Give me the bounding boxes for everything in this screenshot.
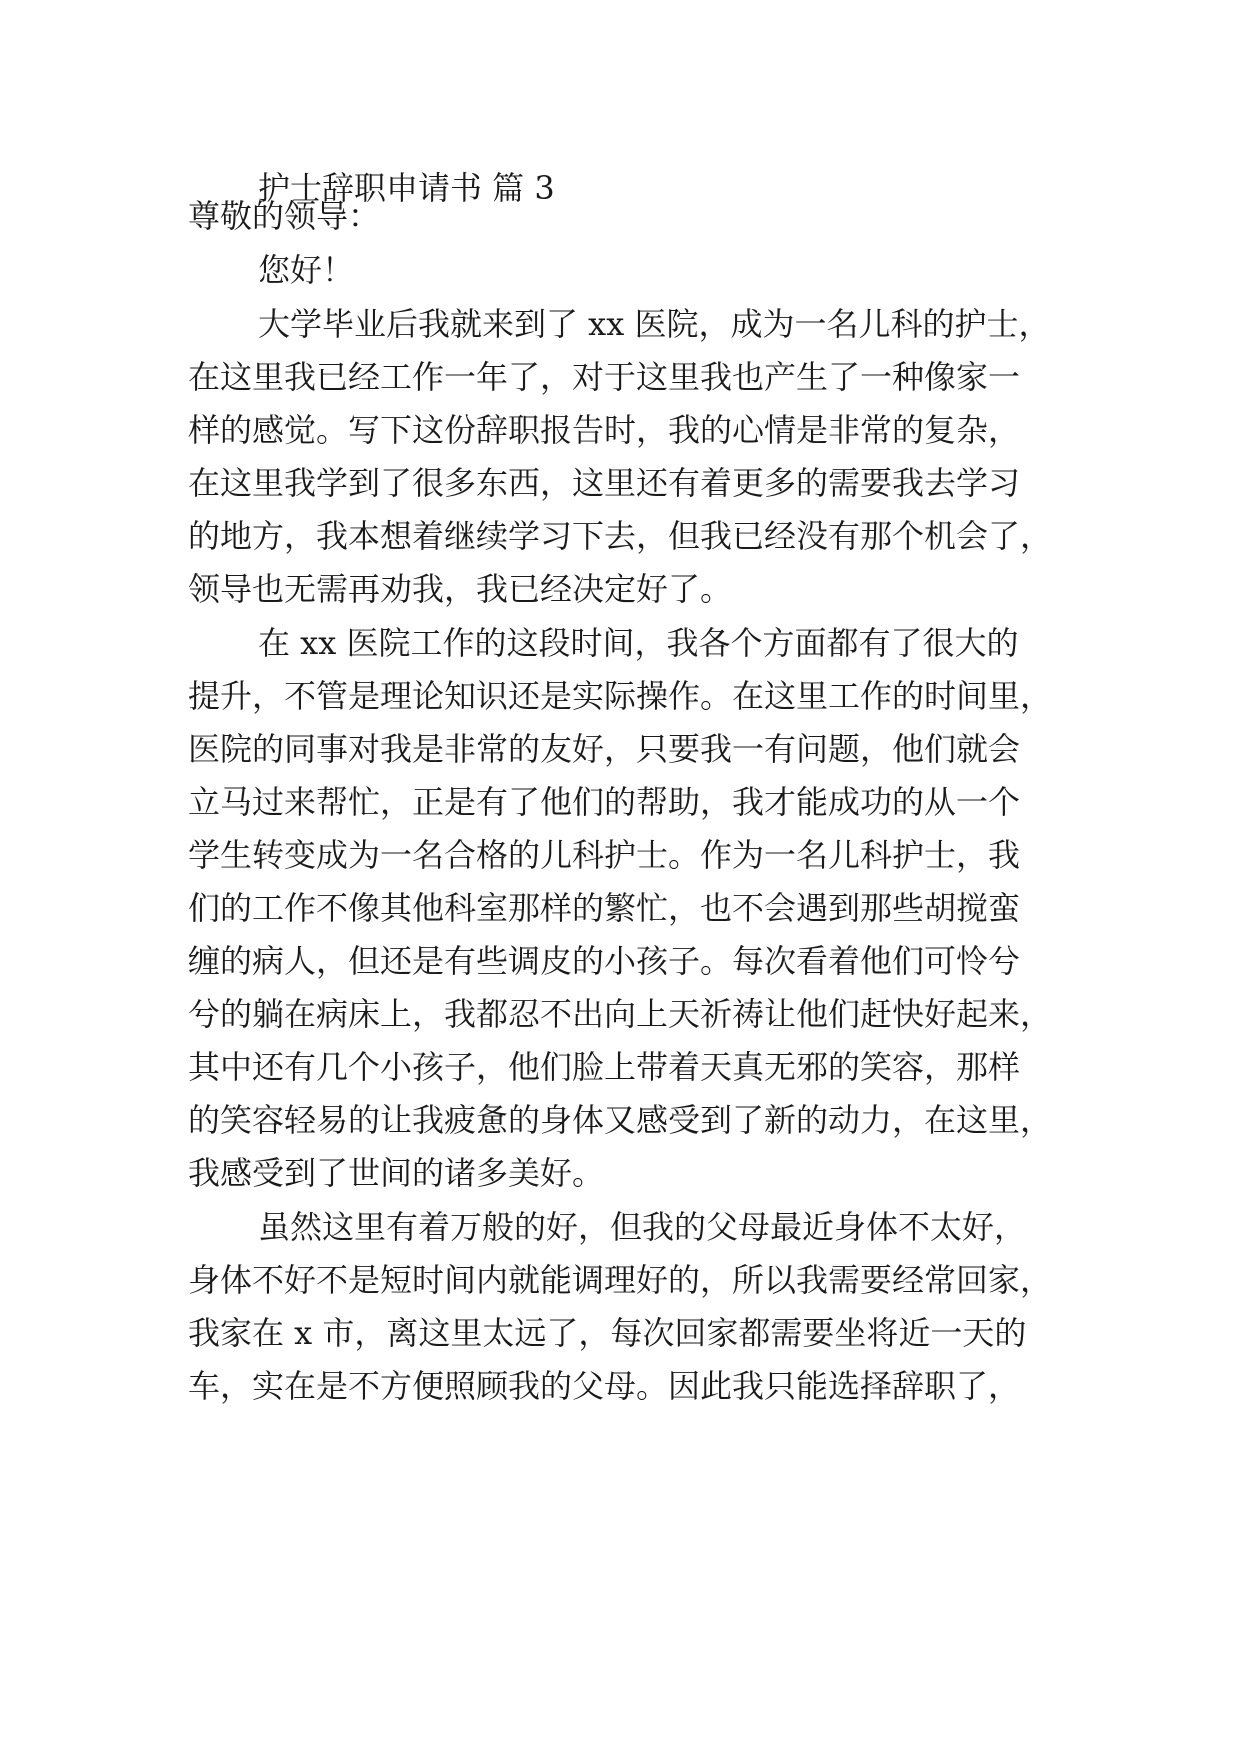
greeting: 您好！ (258, 251, 355, 289)
paragraph-line: 车，实在是不方便照顾我的父母。因此我只能选择辞职了， (188, 1367, 1021, 1405)
document-title: 护士辞职申请书 篇 3 (258, 169, 555, 207)
paragraph-line: 其中还有几个小孩子，他们脸上带着天真无邪的笑容，那样 (188, 1048, 1021, 1086)
paragraph-line: 学生转变成为一名合格的儿科护士。作为一名儿科护士，我 (188, 836, 1021, 874)
paragraph-line: 虽然这里有着万般的好，但我的父母最近身体不太好， (258, 1208, 1027, 1246)
paragraph-line: 在这里我已经工作一年了，对于这里我也产生了一种像家一 (188, 358, 1021, 396)
paragraph-line: 领导也无需再劝我，我已经决定好了。 (188, 570, 733, 608)
paragraph-line: 医院的同事对我是非常的友好，只要我一有问题，他们就会 (188, 730, 1021, 768)
paragraph-line: 在 xx 医院工作的这段时间，我各个方面都有了很大的 (258, 624, 1019, 662)
paragraph-line: 提升，不管是理论知识还是实际操作。在这里工作的时间里， (188, 677, 1053, 715)
paragraph-line: 的地方，我本想着继续学习下去，但我已经没有那个机会了， (188, 517, 1053, 555)
salutation: 尊敬的领导： (188, 197, 381, 235)
paragraph-line: 在这里我学到了很多东西，这里还有着更多的需要我去学习 (188, 464, 1021, 502)
paragraph-line: 立马过来帮忙，正是有了他们的帮助，我才能成功的从一个 (188, 783, 1021, 821)
paragraph-line: 的笑容轻易的让我疲惫的身体又感受到了新的动力，在这里， (188, 1101, 1053, 1139)
paragraph-line: 身体不好不是短时间内就能调理好的，所以我需要经常回家， (188, 1261, 1053, 1299)
paragraph-line: 缠的病人，但还是有些调皮的小孩子。每次看着他们可怜兮 (188, 942, 1021, 980)
paragraph-line: 我感受到了世间的诸多美好。 (188, 1154, 605, 1192)
paragraph-line: 兮的躺在病床上，我都忍不出向上天祈祷让他们赶快好起来， (188, 995, 1053, 1033)
paragraph-line: 们的工作不像其他科室那样的繁忙，也不会遇到那些胡搅蛮 (188, 889, 1021, 927)
paragraph-line: 大学毕业后我就来到了 xx 医院，成为一名儿科的护士， (258, 305, 1051, 343)
paragraph-line: 我家在 x 市，离这里太远了，每次回家都需要坐将近一天的 (188, 1314, 1027, 1352)
paragraph-line: 样的感觉。写下这份辞职报告时，我的心情是非常的复杂， (188, 411, 1021, 449)
